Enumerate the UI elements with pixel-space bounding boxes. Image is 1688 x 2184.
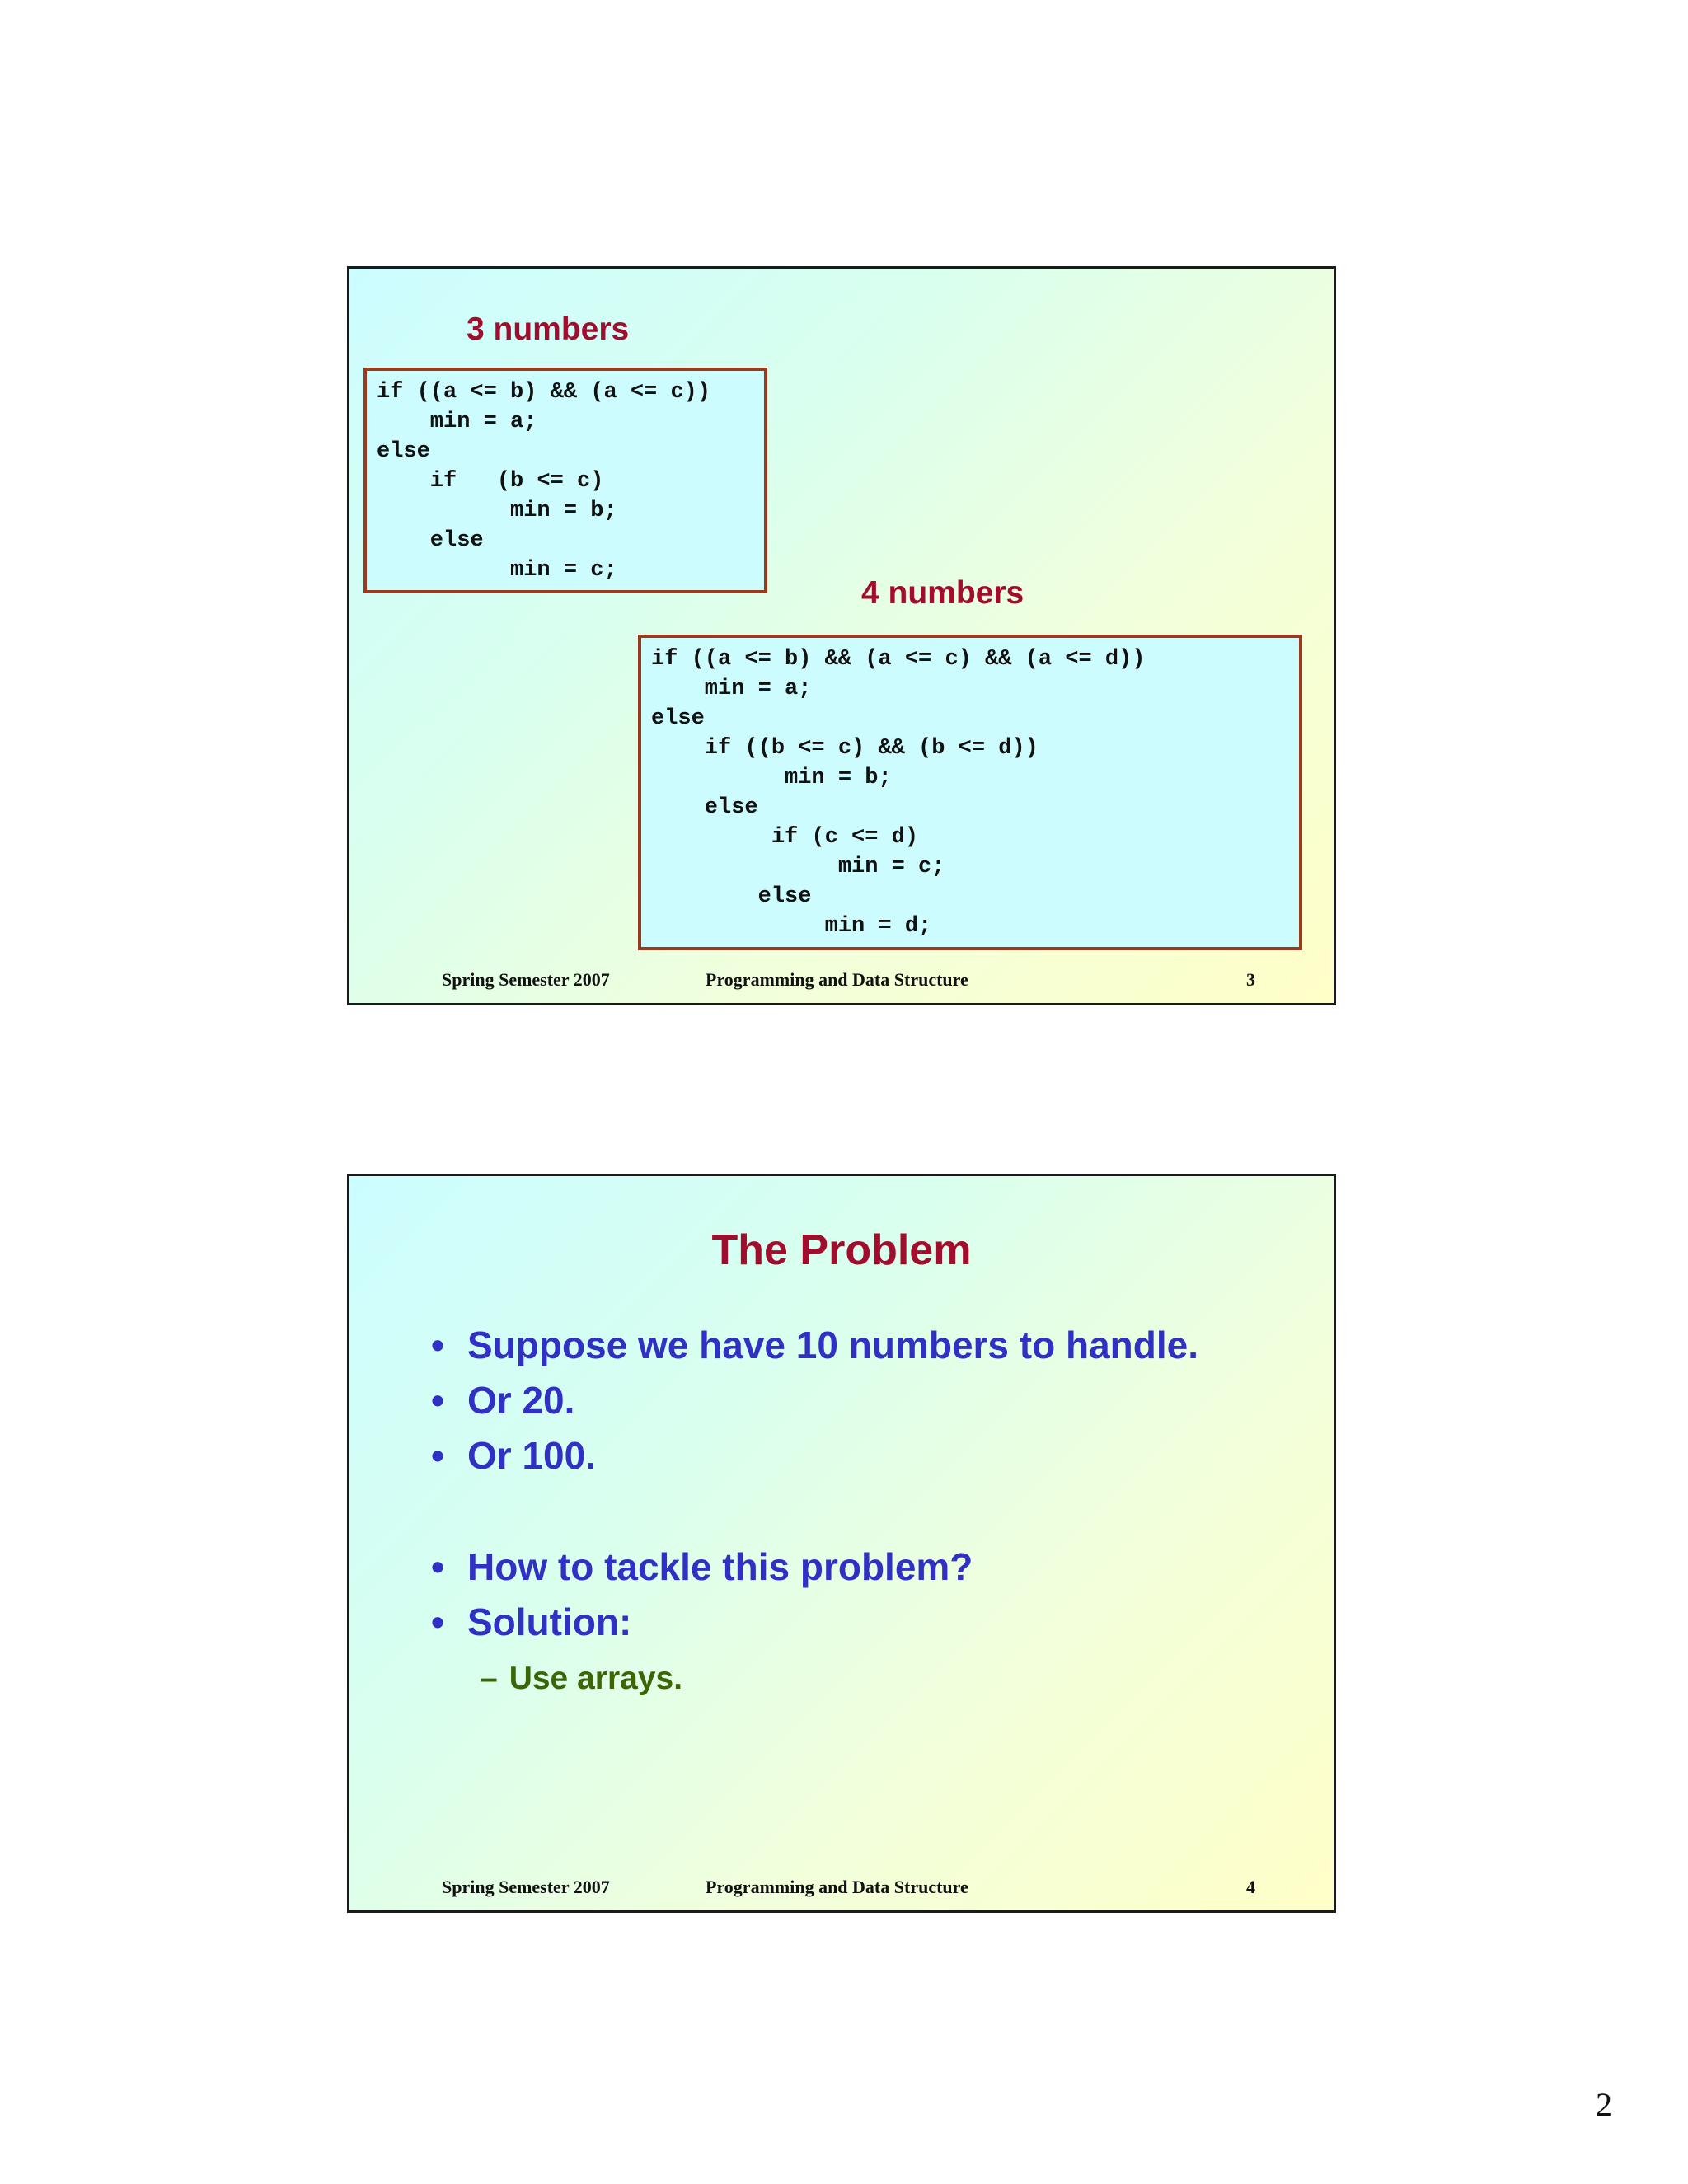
bullet-item: • Suppose we have 10 numbers to handle. (428, 1318, 1198, 1373)
sub-bullet-dash: – (480, 1661, 498, 1696)
footer-course: Programming and Data Structure (706, 1877, 968, 1897)
footer-slide-number: 4 (1246, 1877, 1255, 1897)
code-block-3-numbers: if ((a <= b) && (a <= c)) min = a; else if (b <= c) min = b; else min = c; (363, 368, 767, 593)
heading-3-numbers: 3 numbers (467, 312, 630, 347)
sub-bullet-text: Use arrays. (509, 1661, 683, 1696)
bullet-item: • How to tackle this problem? (428, 1540, 1198, 1595)
footer-semester: Spring Semester 2007 (442, 1877, 610, 1897)
slide-4 (347, 1174, 1336, 1913)
footer-course: Programming and Data Structure (706, 969, 968, 990)
slide-title: The Problem (711, 1226, 972, 1274)
sub-bullet (480, 1661, 682, 1697)
page-number: 2 (1596, 2086, 1612, 2123)
bullet-list (428, 1318, 1198, 1650)
heading-4-numbers: 4 numbers (861, 575, 1025, 611)
slide-3 (347, 266, 1336, 1005)
bullet-item: • Solution: (428, 1595, 1198, 1650)
footer-slide-number: 3 (1246, 969, 1255, 990)
bullet-item: • Or 100. (428, 1428, 1198, 1483)
bullet-item: • Or 20. (428, 1373, 1198, 1428)
code-block-4-numbers: if ((a <= b) && (a <= c) && (a <= d)) min = a; else if ((b <= c) && (b <= d)) min = b; else if (c <= d) min = c; else min = d; (638, 635, 1302, 950)
footer-semester: Spring Semester 2007 (442, 969, 610, 990)
